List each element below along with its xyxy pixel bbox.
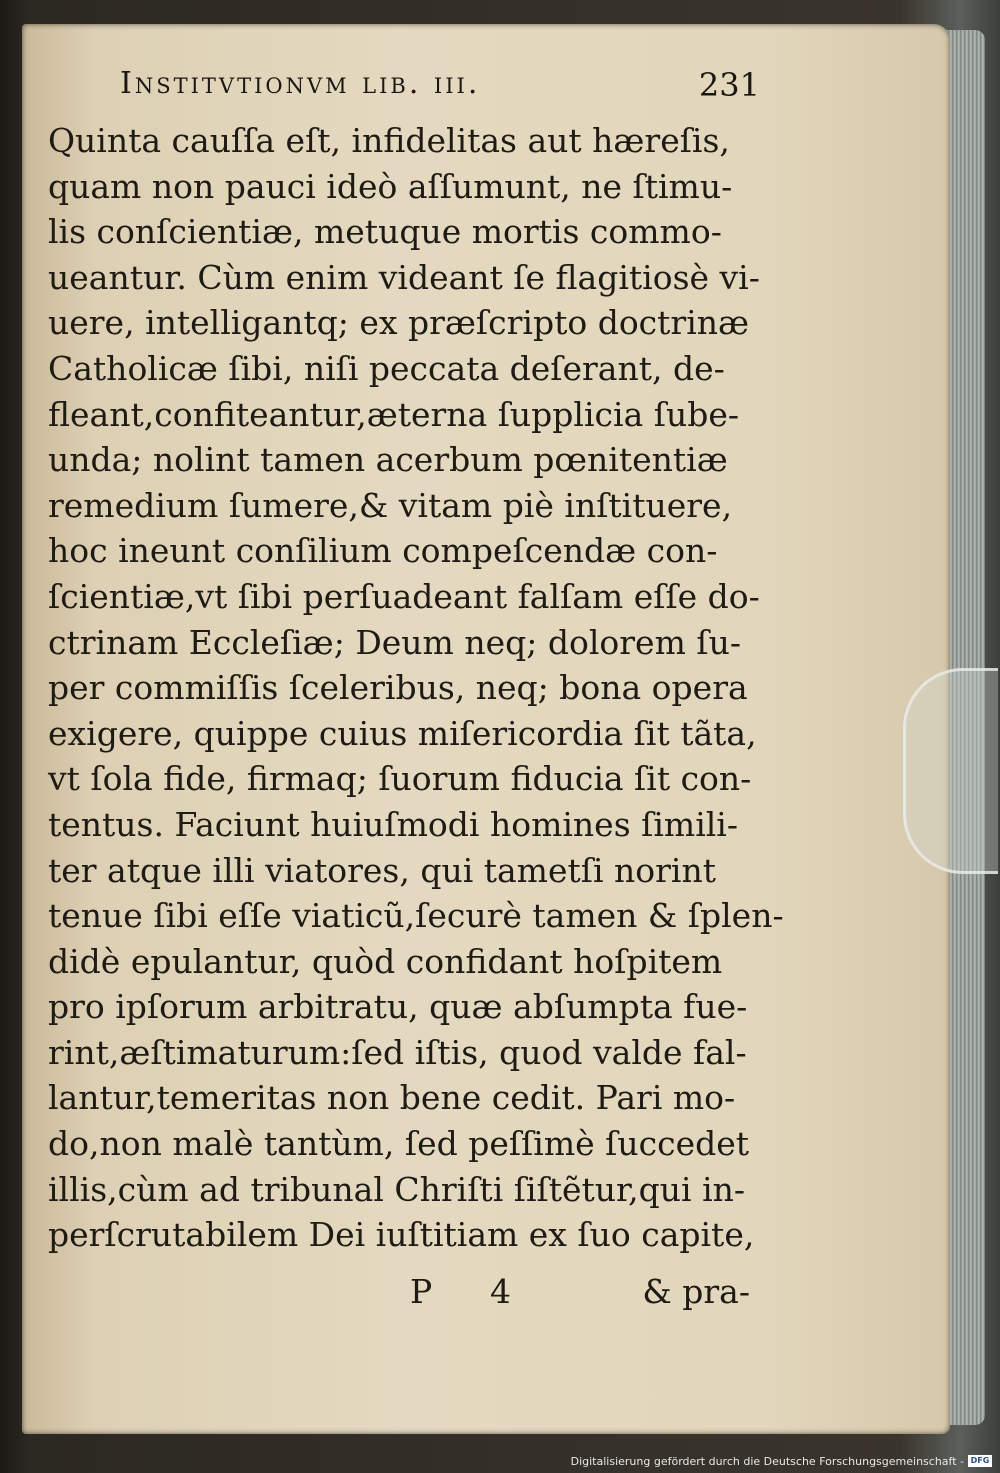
credit-text: Digitalisierung gefördert durch die Deutsche Forschungsgemeinschaft - <box>570 1454 964 1468</box>
text-line: exigere, quippe cuius miſericordia ſit tãta, <box>48 713 757 753</box>
text-line: vt ſola fide, firmaq; ſuorum fiducia ſit con- <box>48 759 752 799</box>
running-header <box>120 66 760 110</box>
text-line: quam non pauci ideò aſſumunt, ne ſtimu- <box>48 166 733 206</box>
page-clip <box>903 668 998 874</box>
text-line: pro ipſorum arbitratu, quæ abſumpta fue- <box>48 987 748 1027</box>
text-line: didè epulantur, quòd confidant hoſpitem <box>48 941 723 981</box>
text-line: Quinta cauſſa eſt, infidelitas aut hæreſis, <box>48 121 730 160</box>
text-line: perſcrutabilem Dei iuſtitiam ex ſuo capite, <box>48 1215 755 1255</box>
text-line: remedium ſumere,& vitam piè inſtituere, <box>48 485 733 525</box>
text-line: do,non malè tantùm, ſed peſſimè ſuccedet <box>48 1124 750 1164</box>
text-line: lis conſcientiæ, metuque mortis commo- <box>48 212 722 252</box>
text-line: hoc ineunt conſilium compeſcendæ con- <box>48 531 718 571</box>
digitization-credit <box>571 1452 992 1470</box>
text-line: ſcientiæ,vt ſibi perſuadeant falſam eſſe do- <box>48 576 760 616</box>
signature-number: 4 <box>490 1272 511 1311</box>
text-line: rint,æſtimaturum:ſed iſtis, quod valde fal- <box>48 1032 747 1072</box>
dfg-logo: DFG <box>968 1455 992 1467</box>
body-text <box>48 118 784 1258</box>
text-line: ueantur. Cùm enim videant ſe flagitiosè vi- <box>48 257 760 297</box>
text-line: unda; nolint tamen acerbum pœnitentiæ <box>48 440 728 480</box>
text-line: uere, intelligantq; ex præſcripto doctrinæ <box>48 303 750 343</box>
running-title: Institvtionvm lib. iii. <box>120 66 481 101</box>
signature-letter: P <box>410 1272 433 1311</box>
text-line: lantur,temeritas non bene cedit. Pari mo- <box>48 1078 736 1118</box>
text-line: tenue ſibi eſſe viaticũ,ſecurè tamen & ſplen- <box>48 896 784 936</box>
text-line: ctrinam Eccleſiæ; Deum neq; dolorem ſu- <box>48 622 741 662</box>
page-number: 231 <box>698 66 760 104</box>
text-line: Catholicæ ſibi, niſi peccata deſerant, de- <box>48 348 725 388</box>
text-line: per commiſſis ſceleribus, neq; bona opera <box>48 668 748 708</box>
page-footer <box>410 1272 760 1318</box>
text-line: fleant,confiteantur,æterna ſupplicia ſube- <box>48 394 740 434</box>
text-line: ter atque illi viatores, qui tametſi norint <box>48 850 716 890</box>
text-line: illis,cùm ad tribunal Chriſti ſiſtẽtur,qui in- <box>48 1169 746 1209</box>
catchword: & pra- <box>642 1272 750 1311</box>
text-line: tentus. Faciunt huiuſmodi homines ſimili- <box>48 804 739 844</box>
